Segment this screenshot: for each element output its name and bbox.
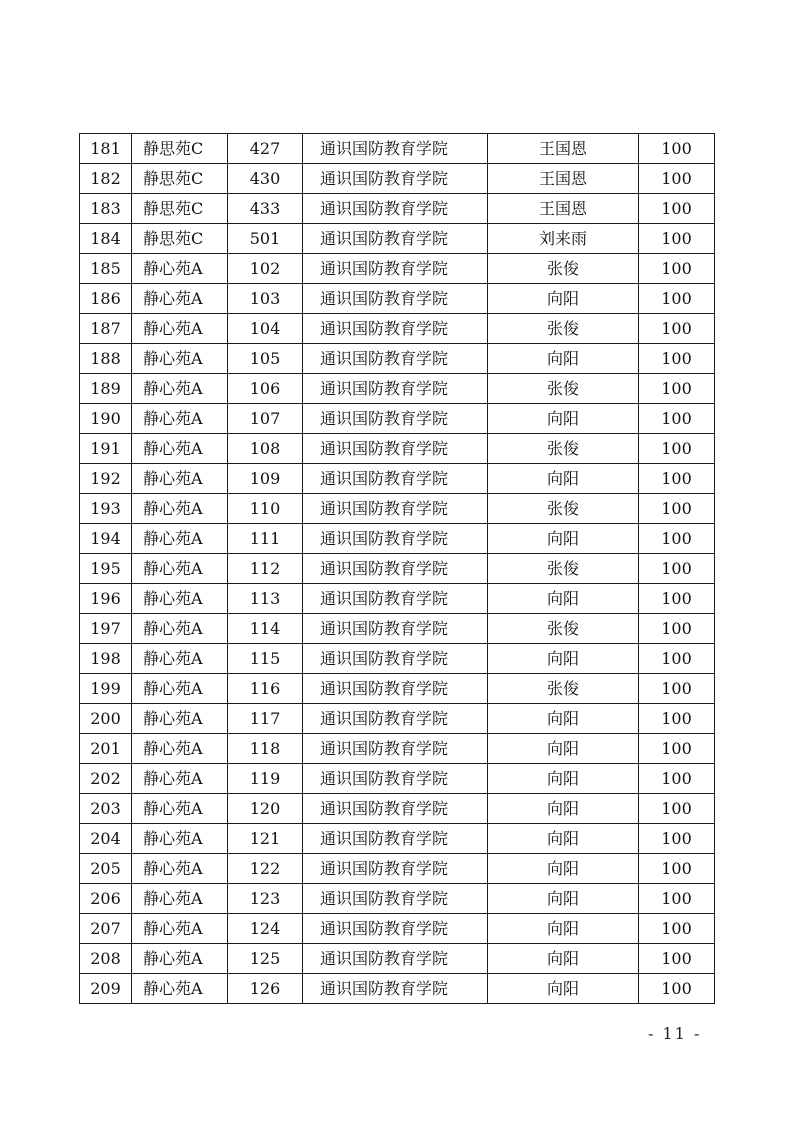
building-cell: 静思苑C: [132, 134, 228, 164]
table-row: [80, 674, 715, 704]
room-number-cell: 430: [228, 164, 303, 194]
room-number-cell: 102: [228, 254, 303, 284]
college-cell: 通识国防教育学院: [303, 164, 488, 194]
table-row: [80, 914, 715, 944]
building-cell: 静思苑C: [132, 224, 228, 254]
counselor-cell: 张俊: [488, 674, 639, 704]
counselor-cell: 向阳: [488, 344, 639, 374]
table-row: [80, 734, 715, 764]
building-cell: 静心苑A: [132, 554, 228, 584]
row-index-cell: 203: [80, 794, 132, 824]
building-cell: 静心苑A: [132, 704, 228, 734]
row-index-cell: 188: [80, 344, 132, 374]
row-index-cell: 193: [80, 494, 132, 524]
score-cell: 100: [639, 464, 715, 494]
score-cell: 100: [639, 674, 715, 704]
score-cell: 100: [639, 764, 715, 794]
college-cell: 通识国防教育学院: [303, 134, 488, 164]
building-cell: 静心苑A: [132, 344, 228, 374]
room-number-cell: 117: [228, 704, 303, 734]
room-number-cell: 118: [228, 734, 303, 764]
table-row: [80, 764, 715, 794]
college-cell: 通识国防教育学院: [303, 884, 488, 914]
building-cell: 静思苑C: [132, 194, 228, 224]
counselor-cell: 王国恩: [488, 164, 639, 194]
counselor-cell: 向阳: [488, 734, 639, 764]
row-index-cell: 192: [80, 464, 132, 494]
room-number-cell: 125: [228, 944, 303, 974]
counselor-cell: 王国恩: [488, 194, 639, 224]
counselor-cell: 向阳: [488, 584, 639, 614]
score-cell: 100: [639, 704, 715, 734]
room-number-cell: 107: [228, 404, 303, 434]
table-row: [80, 704, 715, 734]
college-cell: 通识国防教育学院: [303, 344, 488, 374]
room-number-cell: 116: [228, 674, 303, 704]
room-number-cell: 119: [228, 764, 303, 794]
room-number-cell: 110: [228, 494, 303, 524]
college-cell: 通识国防教育学院: [303, 494, 488, 524]
table-row: [80, 944, 715, 974]
row-index-cell: 204: [80, 824, 132, 854]
table-row: [80, 134, 715, 164]
room-number-cell: 121: [228, 824, 303, 854]
counselor-cell: 刘来雨: [488, 224, 639, 254]
row-index-cell: 200: [80, 704, 132, 734]
score-cell: 100: [639, 614, 715, 644]
row-index-cell: 186: [80, 284, 132, 314]
score-cell: 100: [639, 554, 715, 584]
table-row: [80, 554, 715, 584]
score-cell: 100: [639, 314, 715, 344]
building-cell: 静心苑A: [132, 614, 228, 644]
score-cell: 100: [639, 824, 715, 854]
table-row: [80, 614, 715, 644]
table-row: [80, 524, 715, 554]
row-index-cell: 197: [80, 614, 132, 644]
counselor-cell: 向阳: [488, 284, 639, 314]
table-row: [80, 464, 715, 494]
table-row: [80, 884, 715, 914]
counselor-cell: 张俊: [488, 374, 639, 404]
table-row: [80, 374, 715, 404]
row-index-cell: 201: [80, 734, 132, 764]
room-number-cell: 433: [228, 194, 303, 224]
row-index-cell: 182: [80, 164, 132, 194]
counselor-cell: 向阳: [488, 464, 639, 494]
college-cell: 通识国防教育学院: [303, 314, 488, 344]
score-cell: 100: [639, 494, 715, 524]
row-index-cell: 206: [80, 884, 132, 914]
table-row: [80, 434, 715, 464]
college-cell: 通识国防教育学院: [303, 224, 488, 254]
room-number-cell: 113: [228, 584, 303, 614]
row-index-cell: 209: [80, 974, 132, 1004]
building-cell: 静心苑A: [132, 734, 228, 764]
building-cell: 静心苑A: [132, 314, 228, 344]
counselor-cell: 向阳: [488, 854, 639, 884]
room-number-cell: 114: [228, 614, 303, 644]
counselor-cell: 向阳: [488, 884, 639, 914]
building-cell: 静心苑A: [132, 824, 228, 854]
college-cell: 通识国防教育学院: [303, 254, 488, 284]
college-cell: 通识国防教育学院: [303, 944, 488, 974]
counselor-cell: 张俊: [488, 254, 639, 284]
row-index-cell: 195: [80, 554, 132, 584]
row-index-cell: 187: [80, 314, 132, 344]
room-number-cell: 111: [228, 524, 303, 554]
room-number-cell: 104: [228, 314, 303, 344]
row-index-cell: 181: [80, 134, 132, 164]
dormitory-score-table: [79, 133, 715, 1004]
building-cell: 静心苑A: [132, 374, 228, 404]
score-cell: 100: [639, 644, 715, 674]
room-number-cell: 115: [228, 644, 303, 674]
counselor-cell: 张俊: [488, 614, 639, 644]
building-cell: 静心苑A: [132, 884, 228, 914]
score-cell: 100: [639, 854, 715, 884]
score-cell: 100: [639, 134, 715, 164]
score-cell: 100: [639, 734, 715, 764]
counselor-cell: 张俊: [488, 314, 639, 344]
score-cell: 100: [639, 884, 715, 914]
row-index-cell: 183: [80, 194, 132, 224]
room-number-cell: 105: [228, 344, 303, 374]
row-index-cell: 199: [80, 674, 132, 704]
college-cell: 通识国防教育学院: [303, 194, 488, 224]
counselor-cell: 向阳: [488, 794, 639, 824]
college-cell: 通识国防教育学院: [303, 644, 488, 674]
college-cell: 通识国防教育学院: [303, 674, 488, 704]
building-cell: 静心苑A: [132, 404, 228, 434]
table-row: [80, 974, 715, 1004]
score-cell: 100: [639, 794, 715, 824]
table-row: [80, 254, 715, 284]
row-index-cell: 184: [80, 224, 132, 254]
college-cell: 通识国防教育学院: [303, 854, 488, 884]
building-cell: 静心苑A: [132, 644, 228, 674]
counselor-cell: 向阳: [488, 644, 639, 674]
score-cell: 100: [639, 194, 715, 224]
score-cell: 100: [639, 944, 715, 974]
college-cell: 通识国防教育学院: [303, 434, 488, 464]
college-cell: 通识国防教育学院: [303, 794, 488, 824]
college-cell: 通识国防教育学院: [303, 584, 488, 614]
row-index-cell: 196: [80, 584, 132, 614]
score-cell: 100: [639, 164, 715, 194]
table-row: [80, 344, 715, 374]
building-cell: 静心苑A: [132, 434, 228, 464]
counselor-cell: 向阳: [488, 524, 639, 554]
building-cell: 静心苑A: [132, 914, 228, 944]
counselor-cell: 向阳: [488, 704, 639, 734]
score-cell: 100: [639, 434, 715, 464]
row-index-cell: 191: [80, 434, 132, 464]
row-index-cell: 205: [80, 854, 132, 884]
college-cell: 通识国防教育学院: [303, 284, 488, 314]
row-index-cell: 207: [80, 914, 132, 944]
building-cell: 静心苑A: [132, 494, 228, 524]
room-number-cell: 109: [228, 464, 303, 494]
building-cell: 静心苑A: [132, 254, 228, 284]
building-cell: 静心苑A: [132, 944, 228, 974]
counselor-cell: 向阳: [488, 914, 639, 944]
row-index-cell: 198: [80, 644, 132, 674]
score-cell: 100: [639, 584, 715, 614]
room-number-cell: 124: [228, 914, 303, 944]
score-cell: 100: [639, 914, 715, 944]
row-index-cell: 189: [80, 374, 132, 404]
building-cell: 静心苑A: [132, 854, 228, 884]
table-row: [80, 794, 715, 824]
counselor-cell: 向阳: [488, 764, 639, 794]
table-row: [80, 854, 715, 884]
room-number-cell: 126: [228, 974, 303, 1004]
college-cell: 通识国防教育学院: [303, 404, 488, 434]
counselor-cell: 向阳: [488, 974, 639, 1004]
building-cell: 静心苑A: [132, 584, 228, 614]
college-cell: 通识国防教育学院: [303, 824, 488, 854]
room-number-cell: 122: [228, 854, 303, 884]
counselor-cell: 张俊: [488, 554, 639, 584]
row-index-cell: 194: [80, 524, 132, 554]
score-cell: 100: [639, 284, 715, 314]
table-row: [80, 164, 715, 194]
college-cell: 通识国防教育学院: [303, 374, 488, 404]
room-number-cell: 112: [228, 554, 303, 584]
table-row: [80, 584, 715, 614]
counselor-cell: 向阳: [488, 404, 639, 434]
room-number-cell: 120: [228, 794, 303, 824]
table-row: [80, 494, 715, 524]
table-row: [80, 194, 715, 224]
building-cell: 静心苑A: [132, 974, 228, 1004]
table-row: [80, 284, 715, 314]
college-cell: 通识国防教育学院: [303, 614, 488, 644]
room-number-cell: 501: [228, 224, 303, 254]
building-cell: 静心苑A: [132, 674, 228, 704]
table-row: [80, 644, 715, 674]
building-cell: 静心苑A: [132, 284, 228, 314]
page-number: - 11 -: [648, 1024, 702, 1043]
college-cell: 通识国防教育学院: [303, 464, 488, 494]
table-row: [80, 404, 715, 434]
building-cell: 静心苑A: [132, 794, 228, 824]
score-cell: 100: [639, 254, 715, 284]
college-cell: 通识国防教育学院: [303, 524, 488, 554]
score-cell: 100: [639, 404, 715, 434]
college-cell: 通识国防教育学院: [303, 554, 488, 584]
college-cell: 通识国防教育学院: [303, 704, 488, 734]
college-cell: 通识国防教育学院: [303, 734, 488, 764]
building-cell: 静心苑A: [132, 764, 228, 794]
score-cell: 100: [639, 374, 715, 404]
room-number-cell: 123: [228, 884, 303, 914]
row-index-cell: 190: [80, 404, 132, 434]
counselor-cell: 王国恩: [488, 134, 639, 164]
counselor-cell: 向阳: [488, 824, 639, 854]
score-cell: 100: [639, 974, 715, 1004]
score-cell: 100: [639, 224, 715, 254]
score-cell: 100: [639, 524, 715, 554]
table-row: [80, 824, 715, 854]
table-row: [80, 314, 715, 344]
row-index-cell: 202: [80, 764, 132, 794]
college-cell: 通识国防教育学院: [303, 914, 488, 944]
college-cell: 通识国防教育学院: [303, 764, 488, 794]
room-number-cell: 106: [228, 374, 303, 404]
room-number-cell: 103: [228, 284, 303, 314]
room-number-cell: 427: [228, 134, 303, 164]
building-cell: 静心苑A: [132, 464, 228, 494]
college-cell: 通识国防教育学院: [303, 974, 488, 1004]
building-cell: 静思苑C: [132, 164, 228, 194]
room-number-cell: 108: [228, 434, 303, 464]
table-row: [80, 224, 715, 254]
counselor-cell: 张俊: [488, 494, 639, 524]
score-cell: 100: [639, 344, 715, 374]
building-cell: 静心苑A: [132, 524, 228, 554]
counselor-cell: 张俊: [488, 434, 639, 464]
row-index-cell: 208: [80, 944, 132, 974]
row-index-cell: 185: [80, 254, 132, 284]
counselor-cell: 向阳: [488, 944, 639, 974]
table-body: [80, 134, 715, 1004]
